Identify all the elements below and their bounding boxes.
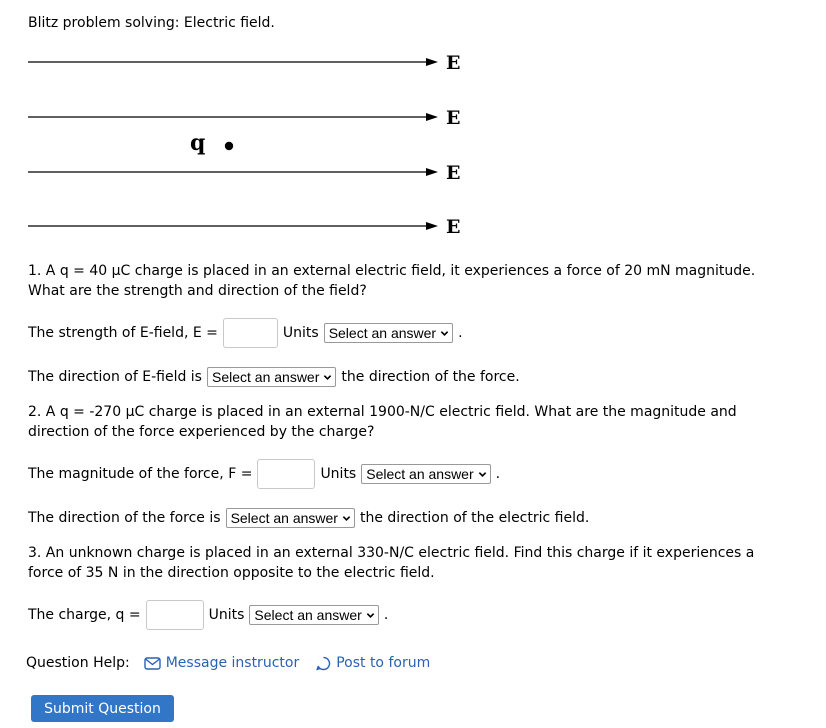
question-3-text: 3. An unknown charge is placed in an external 330-N/C electric field. Find this charge if it experiences a force of 35 N in the direction opposite to the electric field.	[28, 545, 755, 581]
message-instructor-link[interactable]: Message instructor	[144, 655, 300, 671]
field-label-4: E	[446, 216, 461, 238]
chevron-down-icon	[366, 611, 375, 620]
chevron-down-icon	[440, 329, 449, 338]
period: .	[383, 607, 389, 623]
charge-answer-label: The charge, q =	[28, 607, 141, 623]
direction-prefix: The direction of E-field is	[28, 369, 202, 385]
chevron-down-icon	[323, 373, 332, 382]
magnitude-label: The magnitude of the force, F =	[28, 466, 253, 482]
charge-units-select[interactable]: Select an answer	[249, 605, 378, 625]
force-direction-select[interactable]: Select an answer	[226, 508, 355, 528]
question-1-text: 1. A q = 40 μC charge is placed in an external electric field, it experiences a force of 20 mN magnitude. What are the strength and direction of the field?	[28, 263, 756, 299]
charge-input[interactable]	[146, 600, 204, 630]
help-label: Question Help:	[26, 655, 130, 671]
field-direction-select[interactable]: Select an answer	[207, 367, 336, 387]
page-title: Blitz problem solving: Electric field.	[28, 15, 275, 31]
speech-bubble-icon	[316, 656, 331, 671]
chevron-down-icon	[478, 470, 487, 479]
field-line-3	[28, 168, 438, 176]
question-2-magnitude-row	[28, 459, 500, 489]
post-to-forum-link[interactable]: Post to forum	[316, 655, 430, 671]
question-2-text: 2. A q = -270 μC charge is placed in an external 1900-N/C electric field. What are the magnitude and direction of the force experienced by the charge?	[28, 404, 737, 440]
units-label: Units	[320, 466, 357, 482]
magnitude-input[interactable]	[257, 459, 315, 489]
electric-field-diagram	[0, 40, 826, 250]
question-1-direction-row	[28, 367, 520, 387]
strength-input[interactable]	[223, 318, 278, 348]
question-1-strength-row	[28, 318, 463, 348]
field-label-3: E	[446, 162, 461, 184]
units-label: Units	[208, 607, 245, 623]
field-line-4	[28, 222, 438, 230]
charge-label: q	[190, 130, 206, 156]
magnitude-units-select[interactable]: Select an answer	[361, 464, 490, 484]
question-help	[26, 655, 430, 671]
field-line-2	[28, 113, 438, 121]
submit-question-button[interactable]: Submit Question	[31, 695, 174, 722]
field-label-1: E	[446, 52, 461, 74]
direction-suffix: the direction of the force.	[341, 369, 520, 385]
field-label-2: E	[446, 107, 461, 129]
strength-units-select[interactable]: Select an answer	[324, 323, 453, 343]
direction-suffix: the direction of the electric field.	[359, 510, 590, 526]
question-2-direction-row	[28, 508, 589, 528]
charge-dot	[225, 142, 233, 150]
question-3-charge-row	[28, 600, 388, 630]
strength-label: The strength of E-field, E =	[28, 325, 218, 341]
envelope-icon	[144, 657, 161, 670]
period: .	[495, 466, 501, 482]
period: .	[458, 325, 463, 341]
chevron-down-icon	[342, 514, 351, 523]
field-line-1	[28, 58, 438, 66]
direction-prefix: The direction of the force is	[28, 510, 221, 526]
units-label: Units	[282, 325, 319, 341]
